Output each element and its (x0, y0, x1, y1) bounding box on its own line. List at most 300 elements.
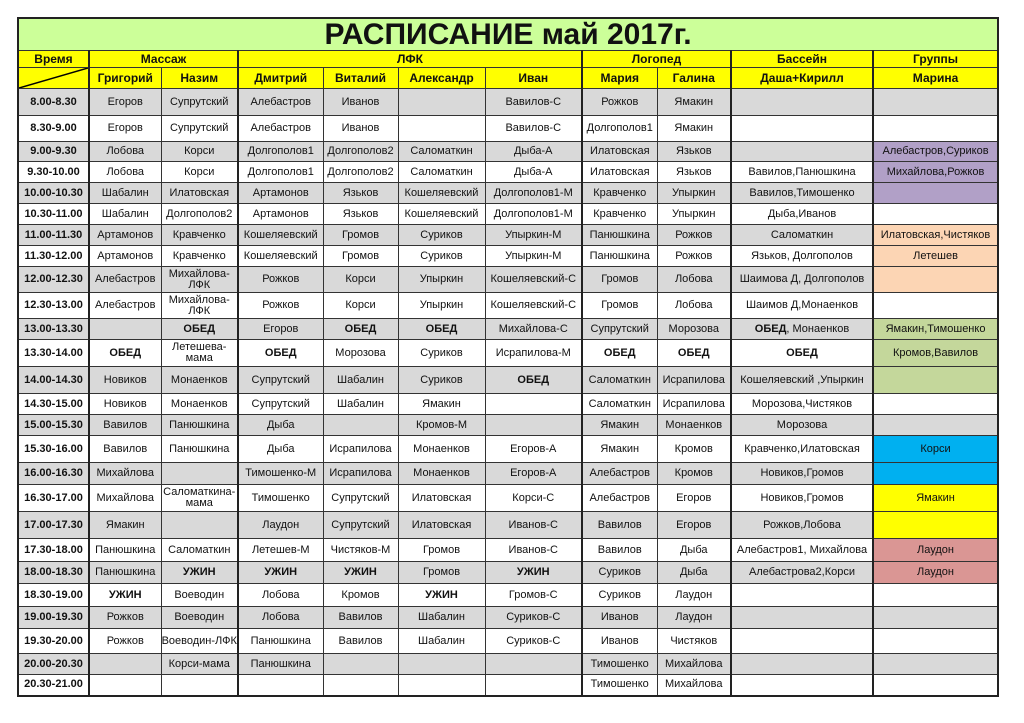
schedule-cell: ОБЕД (582, 340, 657, 367)
schedule-cell: Лаудон (657, 584, 731, 607)
schedule-cell: УЖИН (89, 584, 161, 607)
schedule-cell (485, 675, 582, 696)
table-row (18, 584, 998, 607)
schedule-cell: Дыба-А (485, 162, 582, 183)
schedule-cell (398, 675, 485, 696)
schedule-cell: Алебастров (238, 89, 323, 116)
schedule-cell: Долгополов1 (238, 162, 323, 183)
schedule-cell: Лобова (238, 584, 323, 607)
schedule-cell: Долгополов1 (238, 142, 323, 162)
group-header-logoped: Логопед (582, 51, 731, 68)
schedule-cell: Рожков (238, 267, 323, 293)
schedule-cell: Монаенков (398, 436, 485, 463)
schedule-cell: Лобова (657, 267, 731, 293)
schedule-cell: Михайлова (89, 485, 161, 512)
table-row (18, 319, 998, 340)
table-row (18, 340, 998, 367)
schedule-cell: Панюшкина (238, 629, 323, 654)
schedule-cell: Михайлова-С (485, 319, 582, 340)
schedule-cell (731, 142, 873, 162)
schedule-cell (873, 415, 998, 436)
schedule-cell: Кромов (657, 436, 731, 463)
schedule-cell: Вавилов (582, 539, 657, 562)
schedule-cell: Вавилов-С (485, 89, 582, 116)
schedule-cell: Кошеляевский-С (485, 293, 582, 319)
schedule-cell (873, 584, 998, 607)
schedule-cell: Корси (323, 293, 398, 319)
time-slot: 13.30-14.00 (18, 340, 89, 367)
schedule-cell: УЖИН (238, 562, 323, 584)
schedule-cell: Илатовская (161, 183, 238, 204)
schedule-cell (89, 675, 161, 696)
schedule-cell: Ямакин (582, 415, 657, 436)
schedule-cell: УЖИН (323, 562, 398, 584)
table-row (18, 463, 998, 485)
schedule-cell: Ямакин (657, 89, 731, 116)
time-slot: 9.00-9.30 (18, 142, 89, 162)
table-row (18, 675, 998, 696)
schedule-cell: Чистяков-М (323, 539, 398, 562)
time-slot: 14.30-15.00 (18, 394, 89, 415)
schedule-cell: Супрутский (161, 89, 238, 116)
schedule-cell: Илатовская (582, 142, 657, 162)
time-slot: 8.30-9.00 (18, 116, 89, 142)
schedule-cell: Упыркин (398, 267, 485, 293)
time-slot: 19.00-19.30 (18, 607, 89, 629)
time-slot: 20.30-21.00 (18, 675, 89, 696)
schedule-cell: Рожков,Лобова (731, 512, 873, 539)
schedule-cell (485, 415, 582, 436)
schedule-cell (323, 654, 398, 675)
schedule-cell: Летешев (873, 246, 998, 267)
staff-header: Виталий (323, 68, 398, 89)
group-header-pool: Бассейн (731, 51, 873, 68)
schedule-cell (873, 116, 998, 142)
schedule-cell: Артамонов (238, 204, 323, 225)
schedule-cell: Илатовская (398, 485, 485, 512)
schedule-cell: Воеводин (161, 584, 238, 607)
schedule-cell: Илатовская (398, 512, 485, 539)
schedule-cell: ОБЕД (657, 340, 731, 367)
schedule-cell: Упыркин (398, 293, 485, 319)
schedule-cell: Саломаткин (582, 367, 657, 394)
schedule-cell: Монаенков (398, 463, 485, 485)
schedule-cell: Упыркин (657, 183, 731, 204)
schedule-cell (873, 204, 998, 225)
schedule-cell: Упыркин-М (485, 246, 582, 267)
table-row (18, 562, 998, 584)
staff-header: Галина (657, 68, 731, 89)
schedule-cell: Кошеляевский-С (485, 267, 582, 293)
schedule-cell (161, 512, 238, 539)
time-slot: 9.30-10.00 (18, 162, 89, 183)
schedule-cell (731, 584, 873, 607)
schedule-cell: Суриков (582, 562, 657, 584)
schedule-cell: Алебастров,Суриков (873, 142, 998, 162)
schedule-cell: Вавилов (323, 629, 398, 654)
schedule-cell: Саломаткина-мама (161, 485, 238, 512)
schedule-cell: Артамонов (89, 246, 161, 267)
time-slot: 17.30-18.00 (18, 539, 89, 562)
schedule-cell: Лаудон (657, 607, 731, 629)
time-slot: 10.00-10.30 (18, 183, 89, 204)
schedule-cell: Вавилов-С (485, 116, 582, 142)
time-slot: 12.00-12.30 (18, 267, 89, 293)
schedule-cell (161, 463, 238, 485)
schedule-cell: Илатовская (582, 162, 657, 183)
schedule-cell: Рожков (657, 246, 731, 267)
schedule-cell: Егоров (657, 512, 731, 539)
schedule-cell: ОБЕД (161, 319, 238, 340)
time-slot: 11.30-12.00 (18, 246, 89, 267)
schedule-cell (731, 629, 873, 654)
schedule-cell: Громов (323, 246, 398, 267)
schedule-cell (485, 394, 582, 415)
time-slot: 17.00-17.30 (18, 512, 89, 539)
schedule-cell: Кромов,Вавилов (873, 340, 998, 367)
schedule-cell: Лобова (89, 142, 161, 162)
schedule-cell: Корси (323, 267, 398, 293)
schedule-cell: Морозова,Чистяков (731, 394, 873, 415)
schedule-cell: Кошеляевский ,Упыркин (731, 367, 873, 394)
schedule-cell (485, 654, 582, 675)
schedule-cell: Ямакин (398, 394, 485, 415)
staff-header: Дмитрий (238, 68, 323, 89)
schedule-cell: Долгополов2 (323, 142, 398, 162)
schedule-cell: Михайлова (657, 654, 731, 675)
schedule-cell (873, 293, 998, 319)
schedule-cell: ОБЕД (398, 319, 485, 340)
table-row (18, 116, 998, 142)
schedule-cell: Кошеляевский (238, 246, 323, 267)
diagonal-line-icon (19, 68, 88, 88)
staff-header: Мария (582, 68, 657, 89)
time-slot: 12.30-13.00 (18, 293, 89, 319)
schedule-cell: Иванов (323, 116, 398, 142)
schedule-cell: Рожков (582, 89, 657, 116)
schedule-cell: Воеводин-ЛФК (161, 629, 238, 654)
time-slot: 16.30-17.00 (18, 485, 89, 512)
table-row (18, 607, 998, 629)
table-row (18, 436, 998, 463)
time-header: Время (18, 51, 89, 68)
schedule-cell: Супрутский (238, 394, 323, 415)
schedule-cell: Алебастров (238, 116, 323, 142)
staff-header: Александр (398, 68, 485, 89)
schedule-cell: Упыркин-М (485, 225, 582, 246)
table-row (18, 415, 998, 436)
schedule-cell: Вавилов,Тимошенко (731, 183, 873, 204)
schedule-cell: Корси-С (485, 485, 582, 512)
schedule-cell: УЖИН (485, 562, 582, 584)
schedule-cell: Супрутский (582, 319, 657, 340)
schedule-cell: Вавилов (89, 436, 161, 463)
schedule-cell: Морозова (657, 319, 731, 340)
schedule-cell: Морозова (323, 340, 398, 367)
schedule-cell: Панюшкина (582, 246, 657, 267)
table-row (18, 142, 998, 162)
schedule-cell: Суриков (582, 584, 657, 607)
schedule-cell: Долгополов1 (582, 116, 657, 142)
schedule-cell: Лобова (89, 162, 161, 183)
schedule-cell (873, 183, 998, 204)
schedule-cell: Кравченко (582, 204, 657, 225)
schedule-cell: Шабалин (398, 629, 485, 654)
table-row (18, 246, 998, 267)
schedule-cell: Саломаткин (731, 225, 873, 246)
schedule-cell: Лобова (238, 607, 323, 629)
schedule-cell: Михайлова (89, 463, 161, 485)
schedule-cell: Исрапилова-М (485, 340, 582, 367)
schedule-cell (731, 607, 873, 629)
time-slot: 15.00-15.30 (18, 415, 89, 436)
schedule-cell: Суриков (398, 246, 485, 267)
schedule-cell: Корси (161, 142, 238, 162)
schedule-cell: Лаудон (873, 562, 998, 584)
table-row (18, 654, 998, 675)
staff-header: Даша+Кирилл (731, 68, 873, 89)
schedule-cell: Новиков (89, 367, 161, 394)
schedule-cell: Супрутский (323, 485, 398, 512)
schedule-cell: Рожков (89, 607, 161, 629)
schedule-cell: Лаудон (873, 539, 998, 562)
schedule-cell: Корси-мама (161, 654, 238, 675)
schedule-cell: Иванов (582, 607, 657, 629)
schedule-cell: Алебастров (582, 463, 657, 485)
schedule-cell: Михайлова (657, 675, 731, 696)
schedule-cell: Исрапилова (657, 367, 731, 394)
schedule-cell: Язьков (323, 183, 398, 204)
schedule-cell: Корси (873, 436, 998, 463)
schedule-cell: Ямакин (873, 485, 998, 512)
schedule-cell: Дыба (657, 539, 731, 562)
schedule-cell: Монаенков (161, 394, 238, 415)
table-row (18, 162, 998, 183)
schedule-cell: Долгополов1-М (485, 183, 582, 204)
schedule-cell: ОБЕД (731, 340, 873, 367)
schedule-cell: ОБЕД, Монаенков (731, 319, 873, 340)
schedule-cell: Дыба-А (485, 142, 582, 162)
schedule-cell: Громов-С (485, 584, 582, 607)
staff-header: Назим (161, 68, 238, 89)
schedule-cell: Кромов (323, 584, 398, 607)
schedule-cell: Иванов (323, 89, 398, 116)
schedule-cell: Саломаткин (582, 394, 657, 415)
schedule-cell: Супрутский (238, 367, 323, 394)
schedule-cell: Панюшкина (161, 415, 238, 436)
schedule-cell: Егоров (89, 89, 161, 116)
schedule-cell: Дыба (238, 415, 323, 436)
schedule-cell (873, 675, 998, 696)
schedule-cell: Ямакин (89, 512, 161, 539)
schedule-cell (873, 463, 998, 485)
lunch-label: ОБЕД (754, 322, 787, 335)
schedule-cell: Егоров (238, 319, 323, 340)
time-slot: 18.00-18.30 (18, 562, 89, 584)
table-row (18, 485, 998, 512)
table-row (18, 225, 998, 246)
table-row (18, 267, 998, 293)
schedule-cell: Рожков (238, 293, 323, 319)
schedule-cell: Исрапилова (657, 394, 731, 415)
schedule-cell (731, 116, 873, 142)
schedule-cell: Иванов-С (485, 512, 582, 539)
schedule-cell: Егоров-А (485, 436, 582, 463)
schedule-cell: Суриков-С (485, 629, 582, 654)
schedule-table (17, 17, 999, 697)
schedule-cell: Михайлова,Рожков (873, 162, 998, 183)
schedule-cell: Панюшкина (582, 225, 657, 246)
schedule-cell: Летешев-М (238, 539, 323, 562)
group-header-groups: Группы (873, 51, 998, 68)
table-row (18, 89, 998, 116)
schedule-cell: Шаимова Д, Долгополов (731, 267, 873, 293)
schedule-cell: Летешева-мама (161, 340, 238, 367)
schedule-cell: Шабалин (398, 607, 485, 629)
schedule-cell (873, 267, 998, 293)
schedule-cell: Дыба (657, 562, 731, 584)
group-header-massage: Массаж (89, 51, 238, 68)
page-title: РАСПИСАНИЕ май 2017г. (18, 18, 998, 51)
schedule-cell: Вавилов (89, 415, 161, 436)
schedule-cell: Чистяков (657, 629, 731, 654)
time-slot: 19.30-20.00 (18, 629, 89, 654)
schedule-cell (323, 415, 398, 436)
schedule-cell: Суриков (398, 367, 485, 394)
schedule-cell: Новиков,Громов (731, 463, 873, 485)
schedule-cell: Шабалин (89, 204, 161, 225)
table-row (18, 367, 998, 394)
schedule-cell: Долгополов1-М (485, 204, 582, 225)
schedule-cell (731, 89, 873, 116)
schedule-cell: Дыба (238, 436, 323, 463)
schedule-cell (323, 675, 398, 696)
schedule-cell: Громов (398, 562, 485, 584)
schedule-cell: Кошеляевский (398, 204, 485, 225)
schedule-cell: Шабалин (323, 394, 398, 415)
schedule-cell: Кравченко,Илатовская (731, 436, 873, 463)
schedule-cell: Кромов (657, 463, 731, 485)
schedule-cell: Шабалин (323, 367, 398, 394)
schedule-cell: Кравченко (161, 225, 238, 246)
schedule-cell: ОБЕД (238, 340, 323, 367)
schedule-cell: Новиков (89, 394, 161, 415)
schedule-cell: Суриков-С (485, 607, 582, 629)
schedule-cell: Лобова (657, 293, 731, 319)
schedule-cell: УЖИН (161, 562, 238, 584)
schedule-cell: Егоров-А (485, 463, 582, 485)
schedule-cell: Язьков (657, 162, 731, 183)
time-slot: 20.00-20.30 (18, 654, 89, 675)
schedule-cell: Шабалин (89, 183, 161, 204)
schedule-cell: ОБЕД (323, 319, 398, 340)
schedule-cell: Исрапилова (323, 463, 398, 485)
schedule-cell: Исрапилова (323, 436, 398, 463)
schedule-cell (238, 675, 323, 696)
schedule-body (18, 89, 998, 696)
schedule-cell (398, 654, 485, 675)
schedule-cell: Алебастров (89, 293, 161, 319)
schedule-cell: Рожков (657, 225, 731, 246)
time-slot: 13.00-13.30 (18, 319, 89, 340)
schedule-cell: Саломаткин (161, 539, 238, 562)
schedule-cell: Корси (161, 162, 238, 183)
time-slot: 16.00-16.30 (18, 463, 89, 485)
table-row (18, 293, 998, 319)
schedule-cell: Язьков (323, 204, 398, 225)
schedule-cell: Воеводин (161, 607, 238, 629)
schedule-cell: Ямакин (582, 436, 657, 463)
schedule-cell: Егоров (89, 116, 161, 142)
schedule-cell (873, 512, 998, 539)
schedule-cell: Монаенков (657, 415, 731, 436)
schedule-cell: Саломаткин (398, 142, 485, 162)
schedule-cell: Алебастров (89, 267, 161, 293)
time-slot: 14.00-14.30 (18, 367, 89, 394)
schedule-cell: Лаудон (238, 512, 323, 539)
time-slot: 8.00-8.30 (18, 89, 89, 116)
schedule-cell: Кравченко (161, 246, 238, 267)
time-slot: 18.30-19.00 (18, 584, 89, 607)
schedule-cell: УЖИН (398, 584, 485, 607)
schedule-cell (873, 367, 998, 394)
schedule-cell: Громов (582, 293, 657, 319)
schedule-cell: Иванов-С (485, 539, 582, 562)
schedule-cell: Тимошенко-М (238, 463, 323, 485)
schedule-cell: Кошеляевский (398, 183, 485, 204)
schedule-cell (89, 319, 161, 340)
schedule-cell (873, 629, 998, 654)
table-row (18, 183, 998, 204)
schedule-cell: Язьков, Долгополов (731, 246, 873, 267)
table-row (18, 394, 998, 415)
schedule-cell: Вавилов,Панюшкина (731, 162, 873, 183)
schedule-cell: Илатовская,Чистяков (873, 225, 998, 246)
schedule-cell: Алебастров1, Михайлова (731, 539, 873, 562)
schedule-cell: Кромов-М (398, 415, 485, 436)
table-row (18, 204, 998, 225)
schedule-cell: Тимошенко (582, 654, 657, 675)
staff-header: Григорий (89, 68, 161, 89)
schedule-cell (161, 675, 238, 696)
time-slot: 11.00-11.30 (18, 225, 89, 246)
schedule-cell: Монаенков (161, 367, 238, 394)
schedule-cell: Долгополов2 (161, 204, 238, 225)
schedule-cell (398, 116, 485, 142)
schedule-cell: Долгополов2 (323, 162, 398, 183)
schedule-cell: Егоров (657, 485, 731, 512)
schedule-cell: Супрутский (323, 512, 398, 539)
schedule-cell: Суриков (398, 225, 485, 246)
schedule-cell: Алебастрова2,Корси (731, 562, 873, 584)
schedule-cell (873, 607, 998, 629)
schedule-cell: Кошеляевский (238, 225, 323, 246)
schedule-cell: Супрутский (161, 116, 238, 142)
schedule-cell (731, 675, 873, 696)
schedule-cell (398, 89, 485, 116)
schedule-cell: Язьков (657, 142, 731, 162)
schedule-cell: Панюшкина (89, 562, 161, 584)
schedule-cell: Алебастров (582, 485, 657, 512)
table-row (18, 539, 998, 562)
schedule-cell: Ямакин (657, 116, 731, 142)
schedule-cell: Громов (398, 539, 485, 562)
schedule-cell: Ямакин,Тимошенко (873, 319, 998, 340)
schedule-cell: Михайлова-ЛФК (161, 267, 238, 293)
time-slot: 10.30-11.00 (18, 204, 89, 225)
schedule-cell (873, 394, 998, 415)
staff-header: Иван (485, 68, 582, 89)
